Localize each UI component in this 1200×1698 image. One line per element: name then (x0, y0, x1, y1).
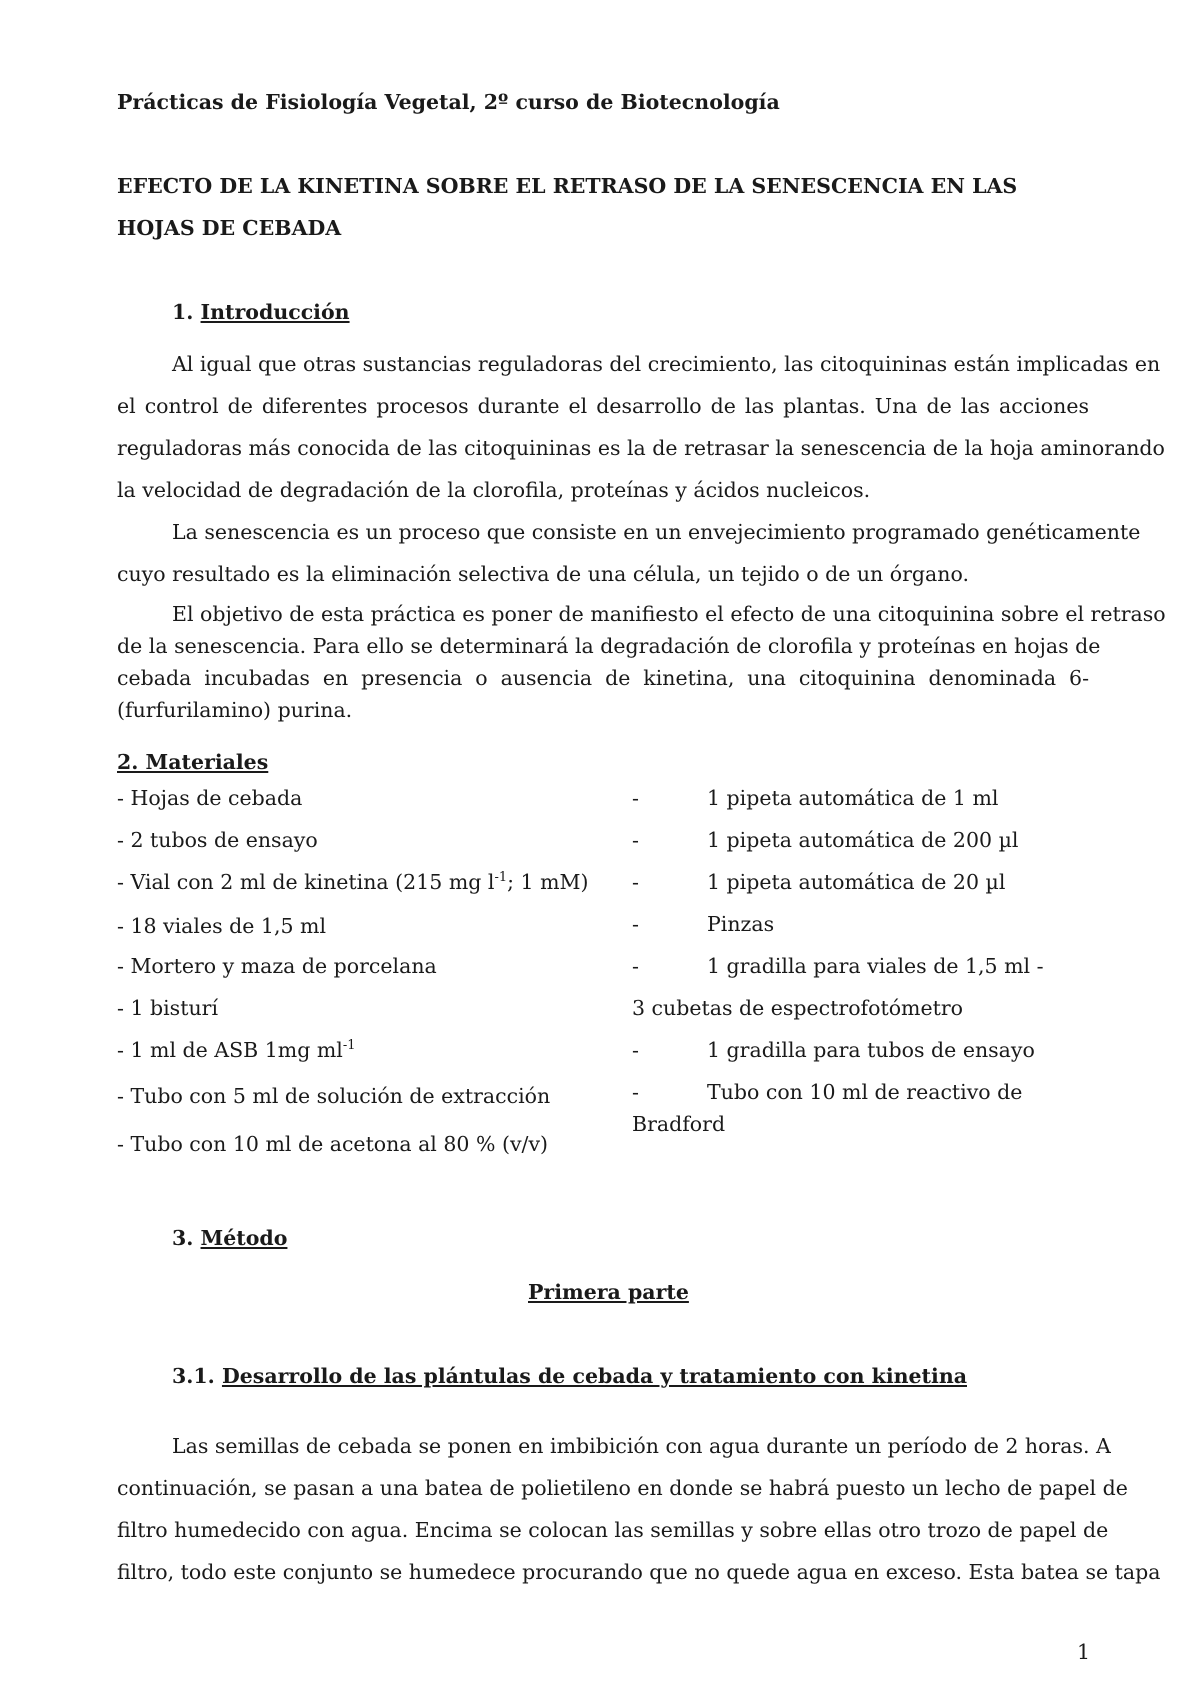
subsection-heading (172, 1364, 967, 1388)
material-asb (117, 1038, 356, 1062)
method-heading (172, 1226, 287, 1250)
intro-p1-line-1: Al igual que otras sustancias reguladoras del crecimiento, las citoquininas están implicadas en (172, 352, 1161, 376)
material-kinetina (117, 870, 589, 894)
part-heading: Primera parte (528, 1280, 689, 1304)
material-right-dash: - (632, 912, 639, 936)
materials-heading: 2. Materiales (117, 750, 269, 774)
intro-p3-line-1: El objetivo de esta práctica es poner de manifiesto el efecto de una citoquinina sobre el retraso (172, 602, 1166, 626)
intro-p2-line-1: La senescencia es un proceso que consiste en un envejecimiento programado genéticamente (172, 520, 1141, 544)
method-title: Método (200, 1226, 288, 1250)
material-right-dash: - (632, 870, 639, 894)
material-asb-text: - 1 ml de ASB 1mg ml (117, 1038, 343, 1062)
material-right-item: 1 gradilla para tubos de ensayo (707, 1038, 1035, 1062)
material-right-dash: - (632, 1038, 639, 1062)
material-right-item: Pinzas (707, 912, 775, 936)
material-right-wrap: 3 cubetas de espectrofotómetro (632, 996, 963, 1020)
subsection-number: 3.1. (172, 1364, 215, 1388)
intro-title: Introducción (200, 300, 350, 324)
method-p1-line-4: filtro, todo este conjunto se humedece procurando que no quede agua en exceso. Esta batea se tapa (117, 1560, 1161, 1584)
material-right-item: 1 pipeta automática de 1 ml (707, 786, 999, 810)
title-line-1: EFECTO DE LA KINETINA SOBRE EL RETRASO DE LA SENESCENCIA EN LAS (117, 174, 1018, 198)
intro-number: 1. (172, 300, 194, 324)
material-right-item: 1 pipeta automática de 200 µl (707, 828, 1019, 852)
intro-p2-line-2: cuyo resultado es la eliminación selectiva de una célula, un tejido o de un órgano. (117, 562, 969, 586)
method-number: 3. (172, 1226, 194, 1250)
intro-p1-line-3: reguladoras más conocida de las citoquininas es la de retrasar la senescencia de la hoja aminorando (117, 436, 1165, 460)
intro-p1-line-4: la velocidad de degradación de la clorofila, proteínas y ácidos nucleicos. (117, 478, 871, 502)
material-left-item: - Tubo con 10 ml de acetona al 80 % (v/v) (117, 1132, 549, 1156)
material-left-item: - Mortero y maza de porcelana (117, 954, 437, 978)
title-line-2: HOJAS DE CEBADA (117, 216, 342, 240)
material-left-item: - 1 bisturí (117, 996, 218, 1020)
intro-p3-line-2: de la senescencia. Para ello se determinará la degradación de clorofila y proteínas en hojas de (117, 634, 1101, 658)
material-left-item: - Hojas de cebada (117, 786, 303, 810)
material-right-dash: - (632, 954, 639, 978)
material-right-item: 1 pipeta automática de 20 µl (707, 870, 1006, 894)
intro-p1-line-2: el control de diferentes procesos durante el desarrollo de las plantas. Una de las acciones (117, 394, 1089, 418)
material-right-wrap: Bradford (632, 1112, 726, 1136)
material-kinetina-text-b: ; 1 mM) (507, 870, 589, 894)
material-kinetina-text-a: - Vial con 2 ml de kinetina (215 mg l (117, 870, 495, 894)
material-right-dash: - (632, 1080, 639, 1104)
method-p1-line-3: filtro humedecido con agua. Encima se colocan las semillas y sobre ellas otro trozo de papel de (117, 1518, 1109, 1542)
course-header: Prácticas de Fisiología Vegetal, 2º curso de Biotecnología (117, 90, 780, 114)
method-p1-line-2: continuación, se pasan a una batea de polietileno en donde se habrá puesto un lecho de papel de (117, 1476, 1128, 1500)
intro-heading (172, 300, 350, 324)
subsection-title: Desarrollo de las plántulas de cebada y tratamiento con kinetina (221, 1364, 967, 1388)
material-left-item: - 2 tubos de ensayo (117, 828, 318, 852)
material-asb-sup: -1 (342, 1038, 356, 1053)
method-p1-line-1: Las semillas de cebada se ponen en imbibición con agua durante un período de 2 horas. A (172, 1434, 1111, 1458)
material-left-item: - Tubo con 5 ml de solución de extracción (117, 1084, 551, 1108)
material-right-dash: - (632, 786, 639, 810)
intro-p3-line-4: (furfurilamino) purina. (117, 698, 353, 722)
material-kinetina-sup: -1 (494, 870, 508, 885)
page-number: 1 (1077, 1640, 1091, 1664)
material-right-dash: - (632, 828, 639, 852)
material-left-item: - 18 viales de 1,5 ml (117, 914, 327, 938)
material-right-item: 1 gradilla para viales de 1,5 ml - (707, 954, 1044, 978)
material-right-item: Tubo con 10 ml de reactivo de (707, 1080, 1023, 1104)
intro-p3-line-3: cebada incubadas en presencia o ausencia de kinetina, una citoquinina denominada 6- (117, 666, 1089, 690)
